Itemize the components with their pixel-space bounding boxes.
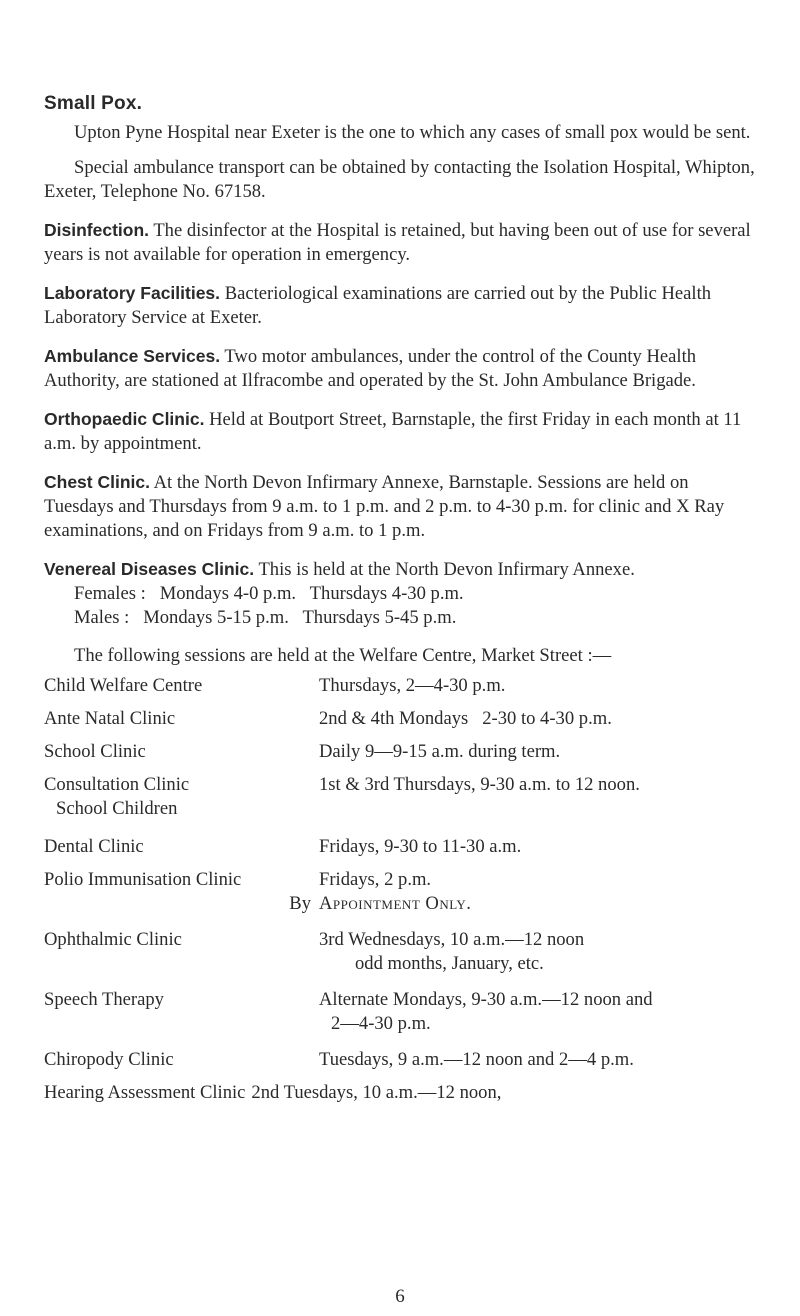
laboratory-text: Bacteriological examinations are carried out by the Public Health Laboratory Service at Exeter. (44, 283, 712, 328)
venereal-text: This is held at the North Devon Infirmary Annexe. (258, 559, 635, 580)
clinic-name-line-2: School Children (56, 798, 178, 819)
disinfection-text: The disinfector at the Hospital is retained, but having been out of use for several years is not available for operation in emergency. (44, 220, 751, 265)
vd-females: Females : Mondays 4-0 p.m. Thursdays 4-30 p.m. (74, 583, 464, 604)
clinic-name: School Clinic (44, 741, 146, 762)
clinic-row (44, 773, 756, 821)
chest-title: Chest Clinic. (44, 472, 150, 492)
venereal-title: Venereal Diseases Clinic. (44, 559, 255, 579)
polio-appointment: Appointment Only. (319, 893, 472, 914)
clinic-row (44, 674, 756, 698)
disinfection-section (44, 218, 756, 267)
clinic-name: Dental Clinic (44, 836, 144, 857)
clinic-name: Speech Therapy (44, 989, 164, 1010)
polio-time: Fridays, 2 p.m. (319, 869, 432, 890)
clinic-time: 2nd & 4th Mondays 2-30 to 4-30 p.m. (319, 708, 612, 729)
clinic-row (44, 835, 756, 859)
clinic-time: Tuesdays, 9 a.m.—12 noon and 2—4 p.m. (319, 1049, 634, 1070)
clinic-name: Chiropody Clinic (44, 1049, 174, 1070)
clinic-row (44, 1048, 756, 1072)
orthopaedic-title: Orthopaedic Clinic. (44, 409, 205, 429)
clinic-time (319, 988, 756, 1036)
clinic-time: 1st & 3rd Thursdays, 9-30 a.m. to 12 noon. (319, 774, 640, 795)
clinic-time: Thursdays, 2—4-30 p.m. (319, 675, 506, 696)
clinic-time-line-2: odd months, January, etc. (355, 953, 544, 974)
clinic-row (44, 928, 756, 976)
polio-by: By (289, 893, 311, 914)
disinfection-title: Disinfection. (44, 220, 150, 240)
clinic-name: Ophthalmic Clinic (44, 929, 182, 950)
clinic-name: Ante Natal Clinic (44, 708, 176, 729)
clinic-time: Daily 9—9-15 a.m. during term. (319, 741, 561, 762)
clinic-name (44, 773, 319, 821)
clinic-time-line-1: Alternate Mondays, 9-30 a.m.—12 noon and (319, 989, 653, 1010)
hearing-time: 2nd Tuesdays, 10 a.m.—12 noon, (251, 1082, 502, 1103)
clinic-schedule (44, 674, 756, 1105)
ambulance-title: Ambulance Services. (44, 346, 221, 366)
chest-text: At the North Devon Infirmary Annexe, Barnstaple. Sessions are held on Tuesdays and Thursdays from 9 a.m. to 1 p.m. and 2 p.m. to 4-30 p.m. for clinic and X Ray examinations, and on Fridays from 9 a.m. to 1 p.m. (44, 472, 725, 541)
vd-males: Males : Mondays 5-15 p.m. Thursdays 5-45 p.m. (74, 607, 457, 628)
clinic-row (44, 988, 756, 1036)
ambulance-section (44, 344, 756, 393)
polio-row (44, 868, 756, 892)
clinic-time-line-1: 3rd Wednesdays, 10 a.m.—12 noon (319, 929, 585, 950)
clinic-name: Child Welfare Centre (44, 675, 203, 696)
small-pox-heading: Small Pox. (44, 93, 143, 114)
clinic-row (44, 707, 756, 731)
welfare-intro: The following sessions are held at the Welfare Centre, Market Street :— (74, 645, 612, 666)
chest-section (44, 470, 756, 543)
laboratory-section (44, 281, 756, 330)
orthopaedic-text: Held at Boutport Street, Barnstaple, the first Friday in each month at 11 a.m. by appointment. (44, 409, 742, 454)
clinic-time-line-2: 2—4-30 p.m. (331, 1013, 431, 1034)
ambulance-text: Two motor ambulances, under the control of the County Health Authority, are stationed at Ilfracombe and operated by the St. John Ambulance Brigade. (44, 346, 697, 391)
small-pox-para-1: Upton Pyne Hospital near Exeter is the one to which any cases of small pox would be sent. (74, 122, 751, 143)
laboratory-title: Laboratory Facilities. (44, 283, 221, 303)
clinic-time: Fridays, 9-30 to 11-30 a.m. (319, 836, 522, 857)
page-number: 6 (395, 1286, 405, 1307)
hearing-name: Hearing Assessment Clinic (44, 1082, 246, 1103)
orthopaedic-section (44, 407, 756, 456)
clinic-row (44, 740, 756, 764)
polio-appointment-row (44, 892, 756, 916)
polio-name: Polio Immunisation Clinic (44, 869, 242, 890)
small-pox-para-2: Special ambulance transport can be obtained by contacting the Isolation Hospital, Whipton, Exeter, Telephone No. 67158. (44, 157, 755, 202)
clinic-time (319, 928, 756, 976)
venereal-section (44, 557, 756, 582)
hearing-row (44, 1081, 756, 1105)
clinic-name-line-1: Consultation Clinic (44, 774, 190, 795)
